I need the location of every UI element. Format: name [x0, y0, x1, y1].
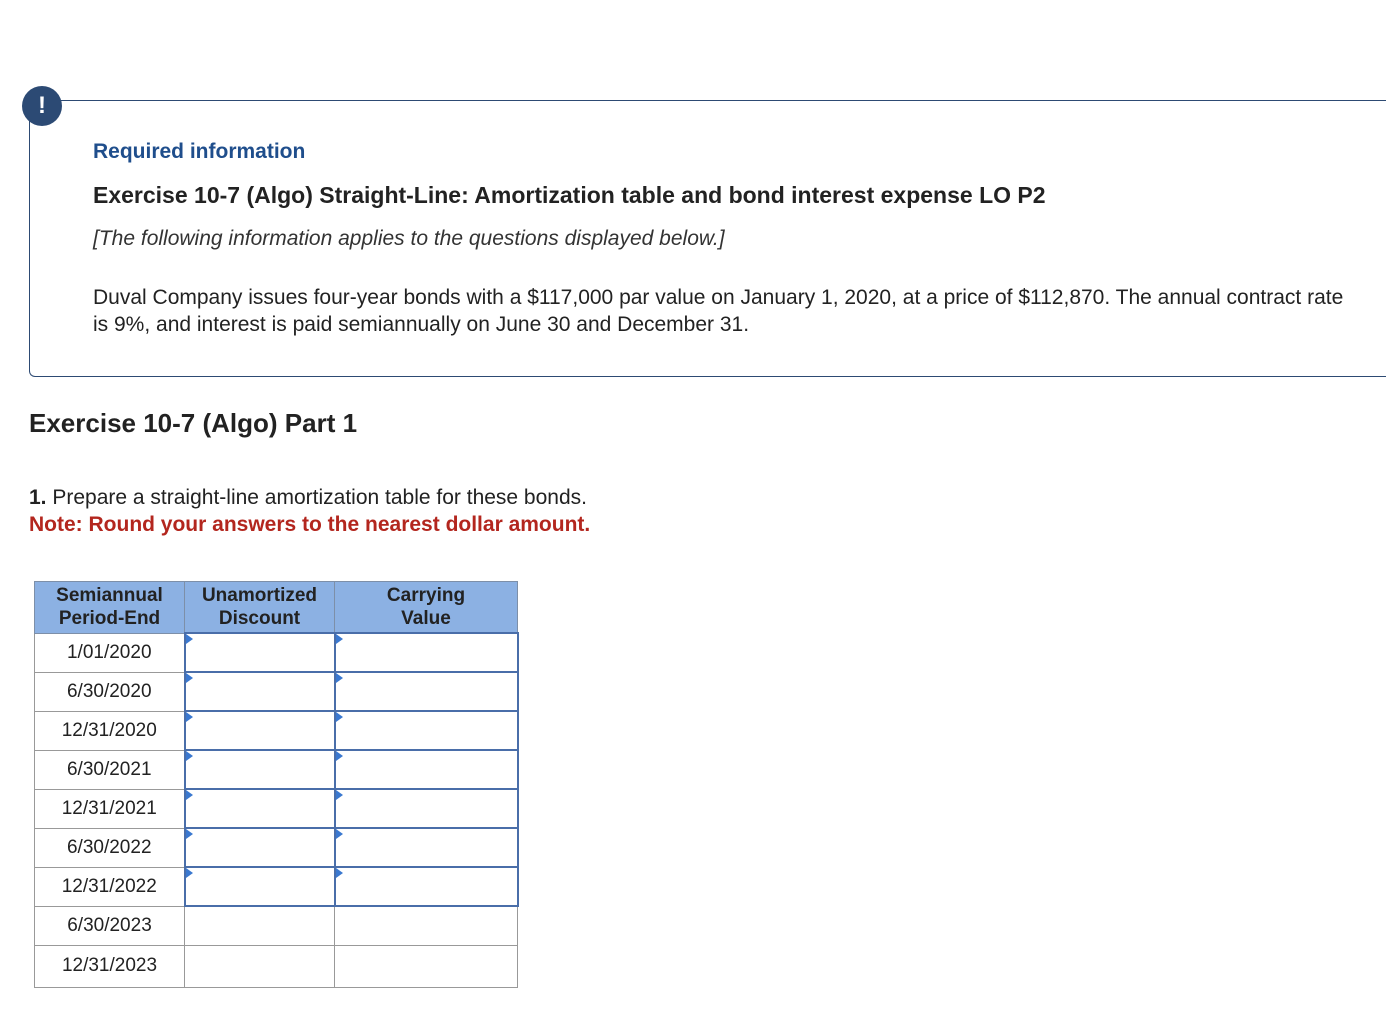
part-title: Exercise 10-7 (Algo) Part 1 — [29, 408, 358, 438]
period-date: 6/30/2020 — [35, 672, 185, 711]
exercise-title: Exercise 10-7 (Algo) Straight-Line: Amortization table and bond interest expense LO P2 — [93, 182, 1046, 208]
input-marker-icon — [336, 673, 343, 683]
period-date: 6/30/2022 — [35, 828, 185, 867]
period-date: 12/31/2022 — [35, 867, 185, 906]
input-marker-icon — [186, 868, 193, 878]
header-carrying — [335, 582, 518, 634]
carrying-input[interactable] — [336, 790, 517, 827]
carrying-input[interactable] — [336, 712, 517, 749]
header-carrying-line1: Carrying — [386, 585, 466, 606]
table-row — [35, 828, 518, 867]
carrying-input-cell[interactable] — [335, 672, 518, 711]
table-row — [35, 750, 518, 789]
instruction-text: Prepare a straight-line amortization table for these bonds. — [52, 486, 587, 509]
discount-input[interactable] — [186, 868, 334, 905]
instruction — [29, 486, 587, 510]
table-row — [35, 789, 518, 828]
carrying-input[interactable] — [336, 673, 517, 710]
table-row — [35, 867, 518, 906]
discount-input-cell[interactable] — [185, 789, 335, 828]
carrying-input[interactable] — [336, 829, 517, 866]
applies-note: [The following information applies to the questions displayed below.] — [93, 227, 725, 250]
carrying-input-cell[interactable] — [335, 750, 518, 789]
carrying-input-cell[interactable] — [335, 867, 518, 906]
discount-input-cell[interactable] — [185, 750, 335, 789]
input-marker-icon — [186, 673, 193, 683]
table-row — [35, 906, 518, 945]
header-discount-line2: Discount — [218, 608, 301, 629]
period-date: 12/31/2021 — [35, 789, 185, 828]
discount-input[interactable] — [186, 790, 334, 827]
carrying-input[interactable] — [336, 868, 517, 905]
required-info-heading: Required information — [93, 140, 306, 163]
table-row — [35, 711, 518, 750]
problem-description: Duval Company issues four-year bonds with a $117,000 par value on January 1, 2020, at a price of $112,870. The annual contract rate is 9%, and interest is paid semiannually on June 30 and December 31. — [93, 286, 1344, 336]
discount-input-cell[interactable] — [185, 711, 335, 750]
discount-input[interactable] — [186, 751, 334, 788]
alert-icon: ! — [22, 86, 62, 126]
header-carrying-line2: Value — [401, 608, 451, 629]
discount-input[interactable] — [186, 829, 334, 866]
header-discount — [185, 582, 335, 634]
carrying-input-cell[interactable] — [335, 711, 518, 750]
discount-input[interactable] — [186, 634, 334, 671]
input-marker-icon — [186, 634, 193, 644]
rounding-note: Note: Round your answers to the nearest dollar amount. — [29, 513, 591, 536]
input-marker-icon — [336, 868, 343, 878]
input-marker-icon — [186, 751, 193, 761]
period-date: 12/31/2023 — [35, 945, 185, 987]
instruction-number: 1. — [29, 486, 47, 509]
table-row — [35, 945, 518, 987]
discount-input[interactable] — [186, 673, 334, 710]
input-marker-icon — [336, 634, 343, 644]
amortization-table — [34, 581, 519, 988]
header-period-line2: Period-End — [58, 608, 161, 630]
header-discount-line1: Unamortized — [201, 585, 318, 606]
discount-input[interactable] — [186, 712, 334, 749]
input-marker-icon — [186, 829, 193, 839]
input-marker-icon — [336, 751, 343, 761]
period-date: 6/30/2023 — [35, 906, 185, 945]
input-marker-icon — [186, 712, 193, 722]
carrying-input-cell[interactable] — [335, 828, 518, 867]
discount-input-cell[interactable] — [185, 672, 335, 711]
header-period-line1: Semiannual — [56, 585, 163, 607]
input-marker-icon — [336, 712, 343, 722]
table-header-row — [35, 582, 518, 634]
discount-input-cell[interactable] — [185, 828, 335, 867]
discount-input-cell[interactable] — [185, 633, 335, 672]
period-date: 6/30/2021 — [35, 750, 185, 789]
carrying-input[interactable] — [336, 751, 517, 788]
carrying-cell — [335, 906, 518, 945]
carrying-input-cell[interactable] — [335, 633, 518, 672]
input-marker-icon — [336, 790, 343, 800]
input-marker-icon — [336, 829, 343, 839]
discount-cell — [185, 945, 335, 987]
table-row — [35, 633, 518, 672]
period-date: 1/01/2020 — [35, 633, 185, 672]
discount-input-cell[interactable] — [185, 867, 335, 906]
carrying-input[interactable] — [336, 634, 517, 671]
discount-cell — [185, 906, 335, 945]
carrying-input-cell[interactable] — [335, 789, 518, 828]
header-period — [35, 582, 185, 634]
period-date: 12/31/2020 — [35, 711, 185, 750]
input-marker-icon — [186, 790, 193, 800]
table-row — [35, 672, 518, 711]
carrying-cell — [335, 945, 518, 987]
